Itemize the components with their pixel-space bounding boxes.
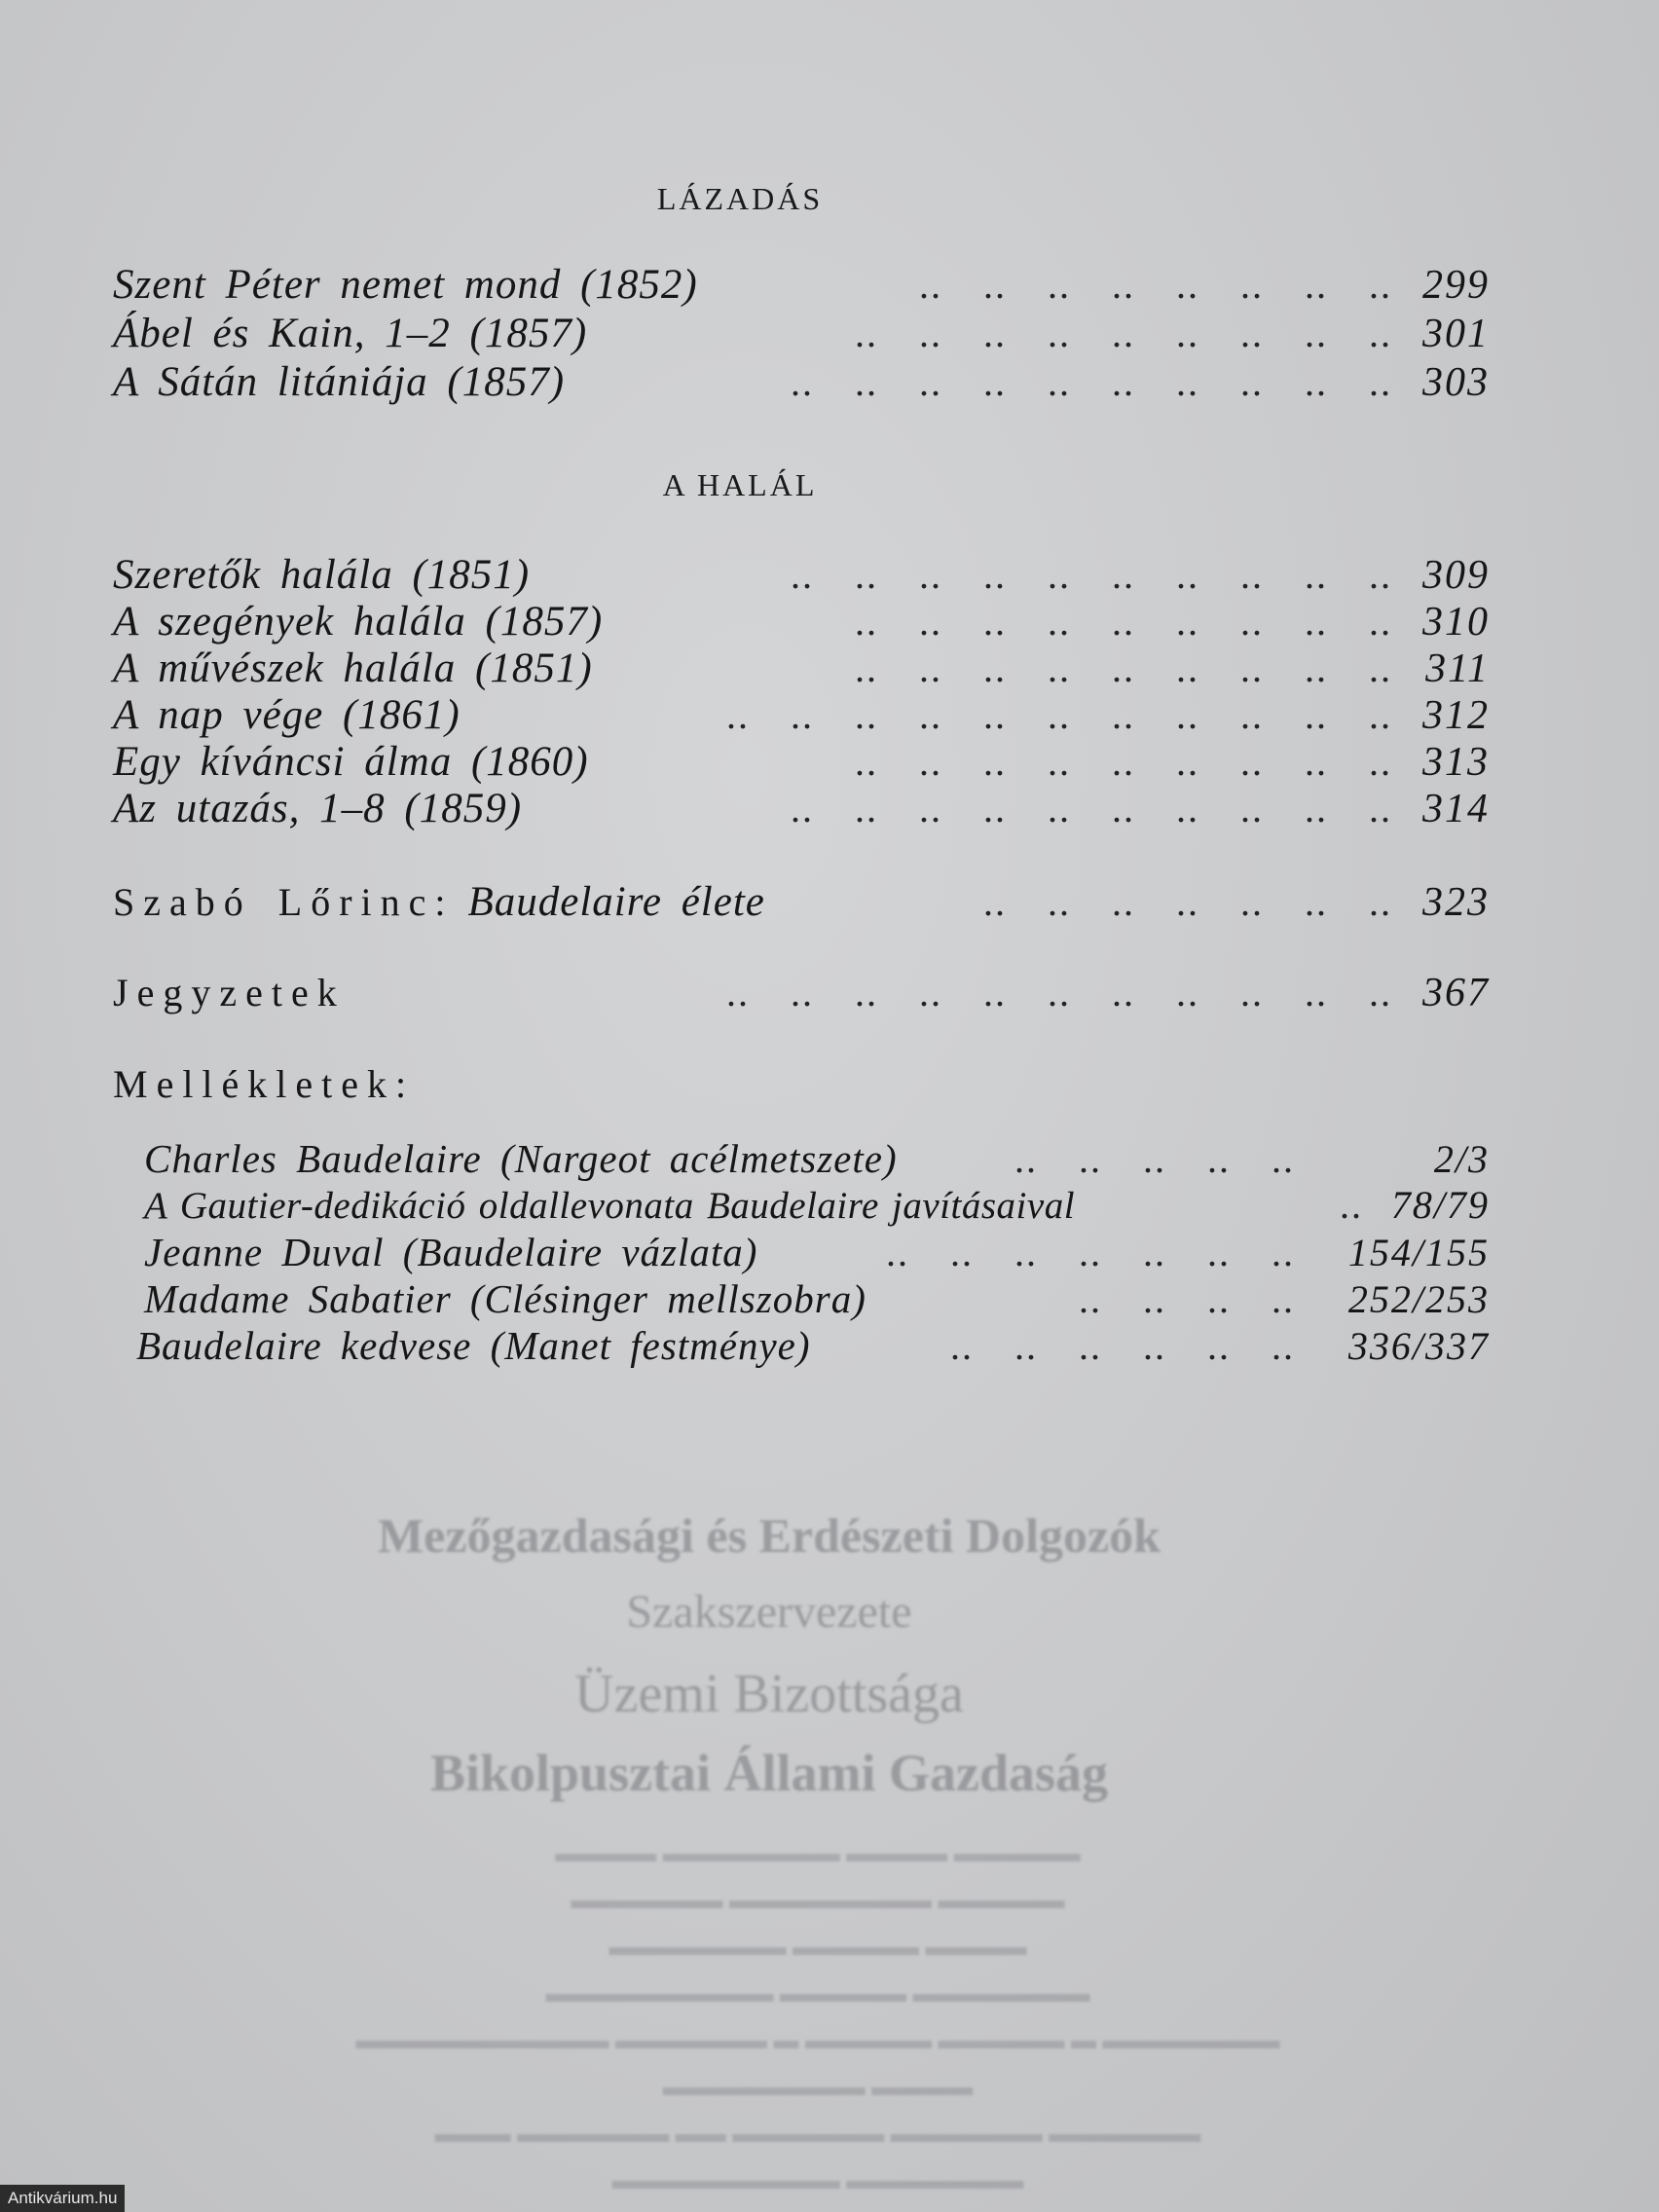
attachment-entry bbox=[136, 1322, 1490, 1369]
toc-entry-title: Egy kíváncsi álma (1860) bbox=[113, 739, 589, 785]
attachments-heading: Mellékletek: bbox=[113, 1062, 416, 1106]
toc-entry bbox=[113, 551, 1490, 599]
leader-dots: .. .. .. .. .. bbox=[1014, 1137, 1295, 1181]
faint-colophon-show-through: ▬▬▬▬ ▬▬▬▬▬▬▬ ▬▬▬▬ ▬▬▬▬▬ ▬▬▬▬▬▬ ▬▬▬▬▬▬▬▬ ▬▬▬▬▬ ▬▬▬▬▬▬▬ ▬▬▬▬▬ ▬▬▬▬ ▬▬▬▬▬▬▬▬▬ ▬▬▬▬▬ ▬▬▬▬▬▬▬ ▬▬▬▬▬▬▬▬▬▬ ▬▬▬▬▬▬ ▬ ▬▬▬▬▬ ▬▬▬▬▬ ▬ ▬▬▬▬▬▬▬ ▬▬▬▬▬▬▬▬ ▬▬▬▬ ▬▬▬ ▬▬▬▬▬▬ ▬▬ ▬▬▬▬▬▬ ▬▬▬▬▬▬ ▬▬▬▬▬▬ ▬▬▬▬▬▬▬▬▬ ▬▬▬▬▬▬▬ bbox=[355, 1839, 1280, 2194]
toc-entry-page: 299 bbox=[1422, 263, 1490, 308]
attachment-page: 2/3 bbox=[1433, 1137, 1490, 1181]
essay-title: Baudelaire élete bbox=[467, 879, 765, 925]
attachment-entry bbox=[144, 1182, 1490, 1228]
section-heading-halal: A HALÁL bbox=[662, 467, 818, 502]
attachment-title: Madame Sabatier (Clésinger mellszobra) bbox=[144, 1276, 866, 1321]
toc-entry-title: A Sátán litániája (1857) bbox=[113, 359, 566, 405]
leader-dots: .. .. .. .. .. .. .. .. .. .. .. bbox=[726, 971, 1392, 1014]
toc-entry-page: 323 bbox=[1422, 880, 1490, 925]
toc-entry bbox=[113, 645, 1490, 692]
toc-entry bbox=[113, 310, 1490, 357]
leader-dots: .. .. .. .. .. .. .. .. .. .. bbox=[791, 553, 1392, 597]
toc-entry-page: 309 bbox=[1422, 553, 1490, 598]
attachment-entry bbox=[144, 1135, 1490, 1182]
leader-dots: .. .. .. .. .. .. .. .. .. bbox=[855, 646, 1392, 690]
toc-entry-essay bbox=[113, 878, 1490, 926]
toc-entry-title: Szeretők halála (1851) bbox=[113, 552, 531, 598]
toc-entry-title: A nap vége (1861) bbox=[113, 692, 461, 738]
toc-entry-page: 314 bbox=[1422, 787, 1490, 831]
leader-dots: .. .. .. .. .. .. .. .. .. .. bbox=[791, 787, 1392, 830]
rubber-stamp-line: Szakszervezete bbox=[626, 1586, 912, 1638]
leader-dots: .. .. .. .. .. .. bbox=[950, 1324, 1295, 1368]
attachment-page: 336/337 bbox=[1347, 1324, 1490, 1368]
attachment-page: 78/79 bbox=[1390, 1183, 1490, 1227]
leader-dots: .. .. .. .. .. .. .. .. .. bbox=[855, 600, 1392, 644]
attachment-entry bbox=[144, 1229, 1490, 1275]
leader-dots: .. .. .. .. .. .. .. .. .. .. .. bbox=[726, 693, 1392, 737]
toc-entry bbox=[113, 691, 1490, 739]
essay-author: Szabó Lőrinc: bbox=[113, 880, 455, 924]
toc-entry bbox=[113, 738, 1490, 786]
toc-entry-page: 311 bbox=[1425, 646, 1490, 691]
toc-entry bbox=[113, 261, 1490, 309]
attachments-heading-row bbox=[113, 1061, 1490, 1107]
toc-entry-title: Ábel és Kain, 1–2 (1857) bbox=[113, 311, 588, 356]
attachment-page: 252/253 bbox=[1347, 1277, 1490, 1321]
toc-entry-title: Az utazás, 1–8 (1859) bbox=[113, 786, 523, 831]
attachment-page: 154/155 bbox=[1347, 1231, 1490, 1274]
attachment-entry bbox=[144, 1275, 1490, 1322]
toc-entry-notes bbox=[113, 970, 1490, 1016]
toc-entry-page: 367 bbox=[1422, 971, 1490, 1015]
attachment-title: A Gautier-dedikáció oldallevonata Baudelaire javításaival bbox=[144, 1185, 1076, 1227]
leader-dots: .. .. .. .. .. .. .. .. bbox=[919, 263, 1392, 307]
leader-dots: .. .. .. .. bbox=[1079, 1277, 1295, 1321]
toc-entry-title: A szegények halála (1857) bbox=[113, 599, 604, 645]
leader-dots: .. .. .. .. .. .. .. .. .. bbox=[855, 740, 1392, 784]
toc-entry-page: 303 bbox=[1422, 360, 1490, 405]
rubber-stamp-line: Üzemi Bizottsága bbox=[574, 1664, 964, 1724]
toc-entry bbox=[113, 598, 1490, 645]
rubber-stamp-line: Mezőgazdasági és Erdészeti Dolgozók bbox=[377, 1508, 1161, 1563]
notes-title: Jegyzetek bbox=[113, 971, 346, 1014]
toc-entry bbox=[113, 785, 1490, 832]
attachment-title: Baudelaire kedvese (Manet festménye) bbox=[136, 1323, 811, 1368]
toc-entry-page: 312 bbox=[1422, 693, 1490, 738]
rubber-stamp-line: Bikolpusztai Állami Gazdaság bbox=[429, 1744, 1109, 1802]
toc-entry-page: 301 bbox=[1422, 312, 1490, 356]
leader-dots: .. .. .. .. .. .. .. bbox=[983, 880, 1392, 924]
toc-entry-page: 310 bbox=[1422, 600, 1490, 645]
toc-entry-title: A művészek halála (1851) bbox=[113, 645, 593, 691]
toc-entry-page: 313 bbox=[1422, 740, 1490, 785]
leader-dots: .. bbox=[1340, 1183, 1363, 1227]
toc-entry bbox=[113, 358, 1490, 406]
leader-dots: .. .. .. .. .. .. .. bbox=[886, 1231, 1295, 1274]
attachment-title: Charles Baudelaire (Nargeot acélmetszete) bbox=[144, 1136, 898, 1181]
toc-entry-title: Szent Péter nemet mond (1852) bbox=[113, 262, 698, 308]
attachment-title: Jeanne Duval (Baudelaire vázlata) bbox=[144, 1230, 758, 1274]
site-watermark: Antikvárium.hu bbox=[0, 2185, 125, 2212]
leader-dots: .. .. .. .. .. .. .. .. .. bbox=[855, 312, 1392, 355]
leader-dots: .. .. .. .. .. .. .. .. .. .. bbox=[791, 360, 1392, 404]
section-heading-lazadas: LÁZADÁS bbox=[656, 181, 824, 216]
